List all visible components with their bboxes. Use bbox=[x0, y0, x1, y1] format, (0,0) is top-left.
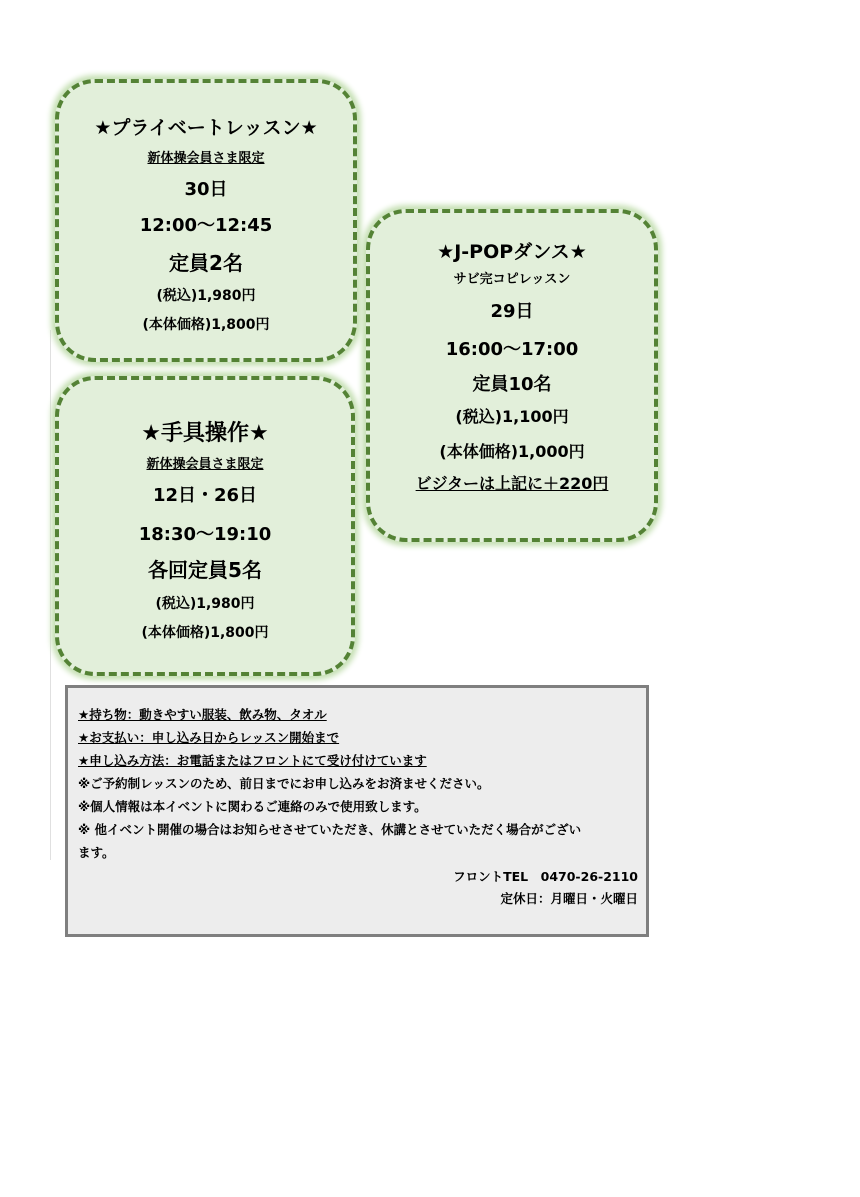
lesson-date: 30日 bbox=[184, 179, 228, 200]
price-base: (本体価格)1,800円 bbox=[142, 317, 270, 333]
application-method: ★申し込み方法：お電話またはフロントにて受け付けています bbox=[78, 753, 427, 768]
card-title: ★J-POPダンス★ bbox=[437, 241, 587, 263]
price-tax-included: (税込)1,100円 bbox=[455, 407, 569, 426]
card-subtitle: 新体操会員さま限定 bbox=[147, 151, 265, 166]
closed-days: 定休日：月曜日・火曜日 bbox=[500, 891, 638, 906]
payment-info: ★お支払い：申し込み日からレッスン開始まで bbox=[78, 730, 340, 745]
jpop-dance-card bbox=[366, 209, 658, 542]
note-privacy: ※個人情報は本イベントに関わるご連絡のみで使用致します。 bbox=[78, 799, 427, 814]
items-to-bring: ★持ち物：動きやすい服装、飲み物、タオル bbox=[78, 707, 327, 722]
price-base: (本体価格)1,000円 bbox=[439, 442, 585, 461]
note-reservation: ※ご予約制レッスンのため、前日までにお申し込みをお済ませください。 bbox=[78, 776, 490, 791]
note-other-event-cont: ます。 bbox=[78, 845, 115, 860]
card-title: ★プライベートレッスン★ bbox=[94, 117, 318, 139]
lesson-capacity: 定員2名 bbox=[169, 251, 243, 275]
lesson-date: 29日 bbox=[490, 301, 534, 322]
lesson-capacity: 各回定員5名 bbox=[148, 558, 262, 582]
lesson-time: 18:30～19:10 bbox=[138, 524, 272, 545]
lesson-date: 12日・26日 bbox=[152, 485, 258, 506]
private-lesson-card bbox=[55, 79, 357, 362]
price-tax-included: (税込)1,980円 bbox=[155, 596, 255, 612]
lesson-time: 12:00～12:45 bbox=[139, 215, 273, 236]
margin-line bbox=[50, 330, 51, 860]
visitor-note: ビジターは上記に＋220円 bbox=[415, 474, 609, 493]
card-subtitle: 新体操会員さま限定 bbox=[146, 457, 264, 472]
front-tel: フロントTEL 0470-26-2110 bbox=[453, 869, 638, 884]
note-other-event: ※ 他イベント開催の場合はお知らせさせていただき、休講とさせていただく場合がござい bbox=[78, 822, 582, 837]
info-box bbox=[65, 685, 649, 937]
price-base: (本体価格)1,800円 bbox=[141, 625, 269, 641]
apparatus-lesson-card bbox=[55, 376, 355, 676]
lesson-capacity: 定員10名 bbox=[472, 374, 552, 395]
card-title: ★手具操作★ bbox=[141, 421, 269, 446]
lesson-time: 16:00～17:00 bbox=[445, 339, 579, 360]
price-tax-included: (税込)1,980円 bbox=[156, 288, 256, 304]
card-subtitle: サビ完コピレッスン bbox=[453, 272, 571, 287]
